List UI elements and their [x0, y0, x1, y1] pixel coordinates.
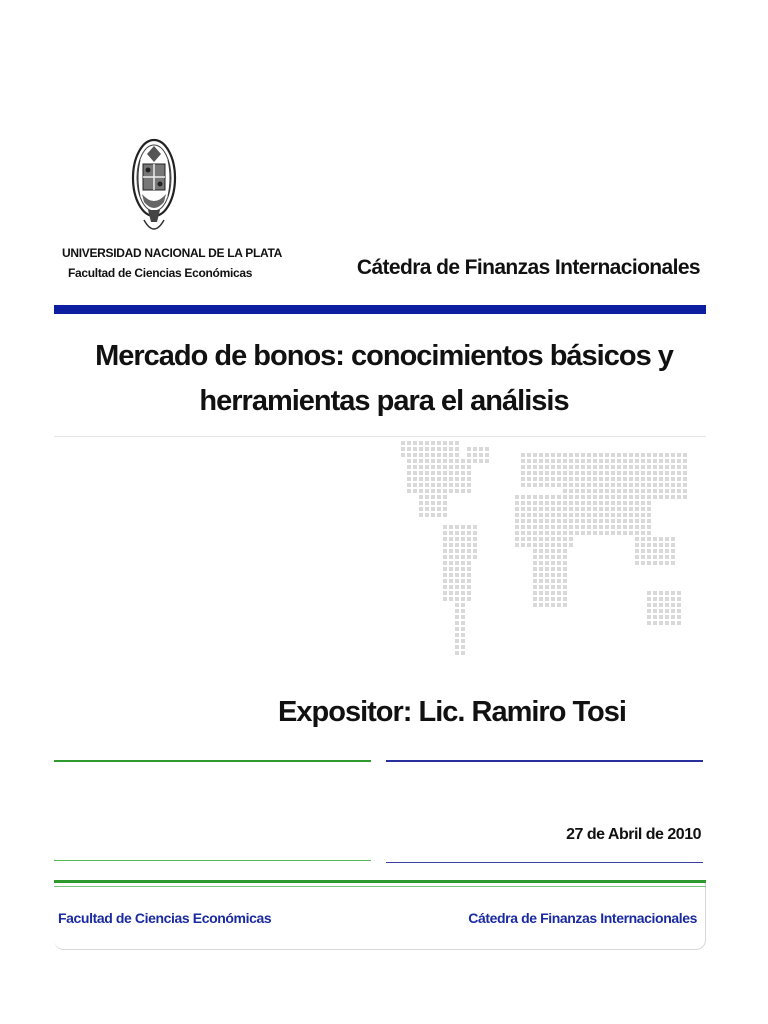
footer-rule-thin: [54, 886, 706, 887]
title-line-1: Mercado de bonos: conocimientos básicos y: [95, 340, 673, 372]
footer-chair: Cátedra de Finanzas Internacionales: [468, 910, 697, 926]
presenter: Expositor: Lic. Ramiro Tosi: [278, 696, 626, 728]
blue-rule-thin: [386, 862, 703, 863]
presentation-date: 27 de Abril de 2010: [566, 826, 701, 843]
footer-rule: [54, 880, 706, 883]
title-divider: [54, 436, 706, 437]
title-line-2: herramientas para el análisis: [199, 385, 569, 417]
footer-faculty: Facultad de Ciencias Económicas: [58, 910, 272, 926]
footer: [54, 880, 706, 950]
green-rule-thin: [54, 860, 371, 861]
green-rule: [54, 760, 371, 762]
dotted-world-map-icon: [400, 440, 690, 658]
university-name: UNIVERSIDAD NACIONAL DE LA PLATA: [62, 246, 282, 260]
page-title: [70, 334, 698, 424]
header-bar: [54, 305, 706, 314]
chair-title: Cátedra de Finanzas Internacionales: [356, 256, 700, 279]
university-seal-icon: [130, 138, 178, 240]
blue-rule: [386, 760, 703, 762]
faculty-name: Facultad de Ciencias Económicas: [68, 266, 253, 280]
